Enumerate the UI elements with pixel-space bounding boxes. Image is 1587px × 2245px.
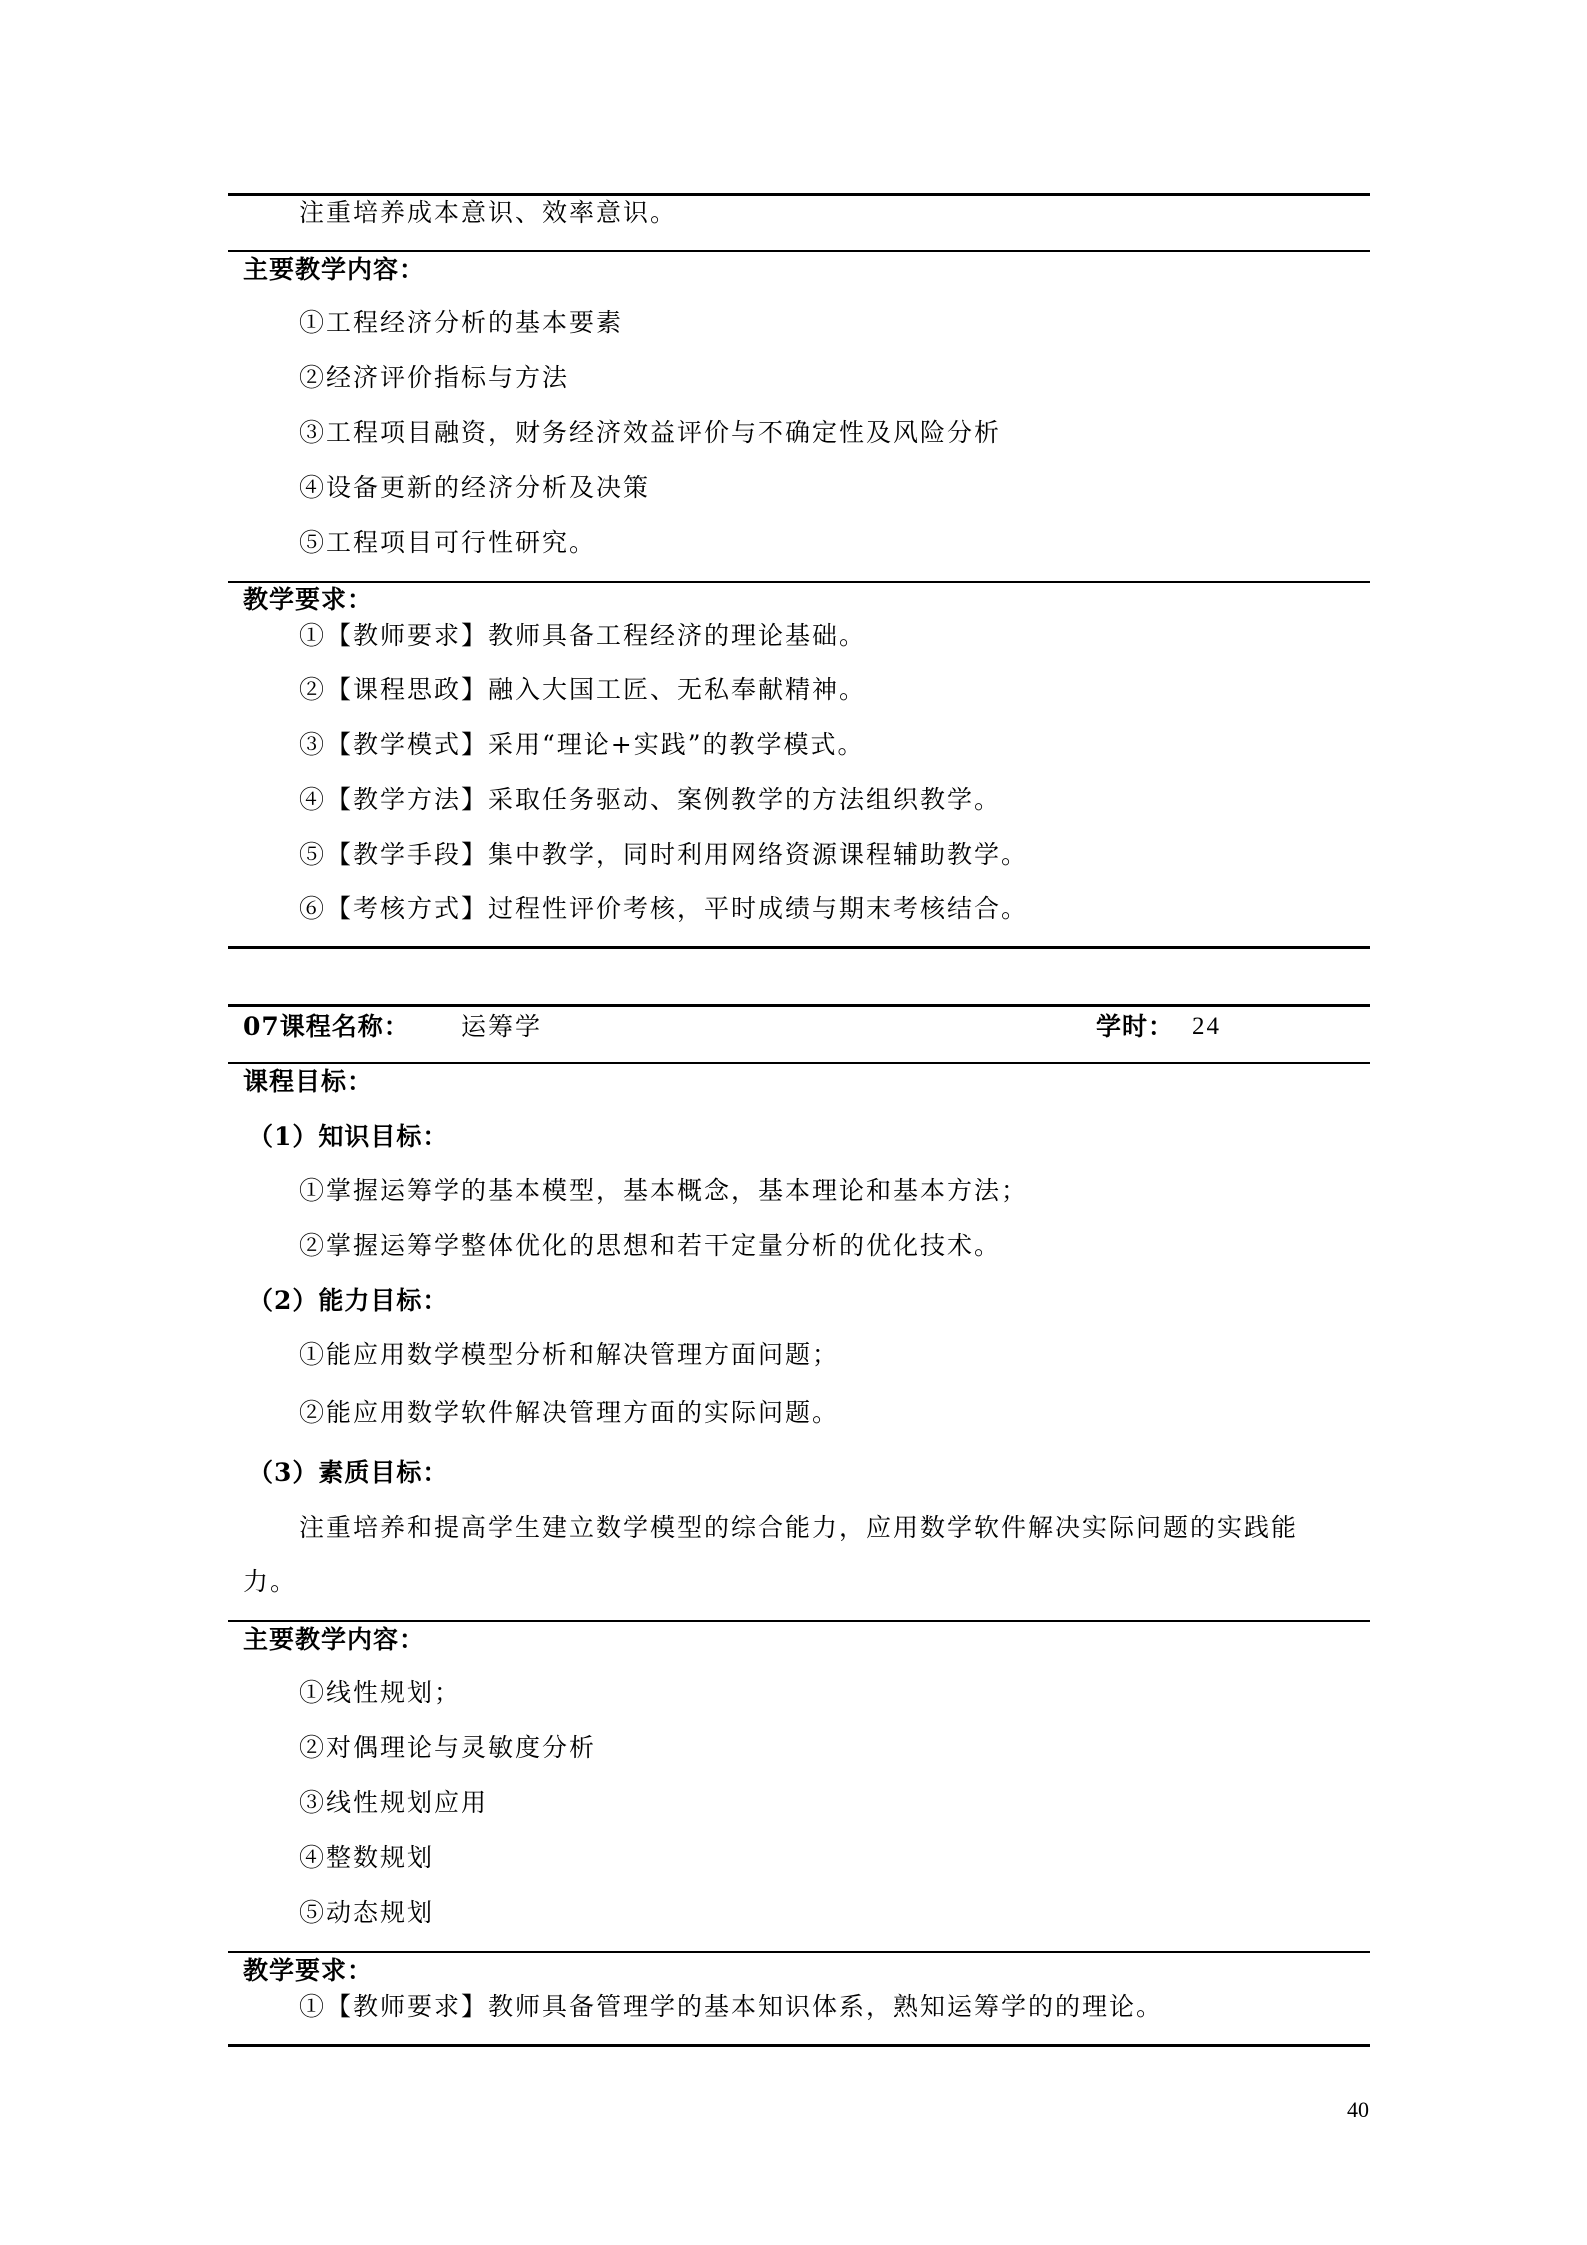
rule-goals bbox=[228, 1062, 1370, 1064]
rule-course-content bbox=[228, 1620, 1370, 1622]
section1-bottom-rule bbox=[228, 946, 1370, 949]
quality-goals-label: （3）素质目标： bbox=[248, 1458, 449, 1487]
course07-top-rule bbox=[228, 1004, 1370, 1007]
rule-requirements bbox=[228, 581, 1370, 583]
course-content-item: ②对偶理论与灵敏度分析 bbox=[299, 1733, 597, 1762]
course-requirement-item: ①【教师要求】教师具备管理学的基本知识体系，熟知运筹学的的理论。 bbox=[299, 1992, 1164, 2021]
requirement-item: ⑤【教学手段】集中教学，同时利用网络资源课程辅助教学。 bbox=[299, 840, 1029, 869]
goals-label: 课程目标： bbox=[243, 1067, 374, 1096]
quality-text: 注重培养和提高学生建立数学模型的综合能力，应用数学软件解决实际问题的实践能 bbox=[299, 1513, 1299, 1542]
course07-bottom-rule bbox=[228, 2044, 1370, 2047]
content-label: 主要教学内容： bbox=[243, 255, 426, 284]
course-hours-label: 学时： bbox=[1096, 1012, 1175, 1041]
course-content-item: ①线性规划； bbox=[299, 1678, 462, 1707]
content-item: ③工程项目融资，财务经济效益评价与不确定性及风险分析 bbox=[299, 418, 1002, 447]
requirement-item: ③【教学模式】采用“理论+实践”的教学模式。 bbox=[299, 730, 865, 759]
course-content-label: 主要教学内容： bbox=[243, 1625, 426, 1654]
requirement-item: ②【课程思政】融入大国工匠、无私奉献精神。 bbox=[299, 675, 867, 704]
course-name-label: 07课程名称： bbox=[243, 1012, 410, 1041]
knowledge-goals-label: （1）知识目标： bbox=[248, 1122, 449, 1151]
course-content-item: ⑤动态规划 bbox=[299, 1898, 435, 1927]
course-hours: 24 bbox=[1192, 1013, 1221, 1040]
knowledge-item: ②掌握运筹学整体优化的思想和若干定量分析的优化技术。 bbox=[299, 1231, 1002, 1260]
rule-course-requirements bbox=[228, 1951, 1370, 1953]
content-item: ④设备更新的经济分析及决策 bbox=[299, 473, 651, 502]
ability-item: ②能应用数学软件解决管理方面的实际问题。 bbox=[299, 1398, 840, 1427]
intro-text: 注重培养成本意识、效率意识。 bbox=[299, 198, 678, 227]
content-item: ②经济评价指标与方法 bbox=[299, 363, 570, 392]
knowledge-item: ①掌握运筹学的基本模型，基本概念，基本理论和基本方法； bbox=[299, 1176, 1029, 1205]
course-name: 运筹学 bbox=[461, 1012, 543, 1041]
course-content-item: ④整数规划 bbox=[299, 1843, 435, 1872]
ability-goals-label: （2）能力目标： bbox=[248, 1286, 449, 1315]
rule-content bbox=[228, 250, 1370, 252]
content-item: ⑤工程项目可行性研究。 bbox=[299, 528, 597, 557]
ability-item: ①能应用数学模型分析和解决管理方面问题； bbox=[299, 1340, 840, 1369]
requirement-item: ④【教学方法】采取任务驱动、案例教学的方法组织教学。 bbox=[299, 785, 1002, 814]
page-number: 40 bbox=[1347, 2097, 1369, 2122]
top-rule bbox=[228, 193, 1370, 196]
course-requirements-label: 教学要求： bbox=[243, 1956, 374, 1985]
requirement-item: ①【教师要求】教师具备工程经济的理论基础。 bbox=[299, 621, 867, 650]
course-content-item: ③线性规划应用 bbox=[299, 1788, 489, 1817]
quality-text-cont: 力。 bbox=[243, 1567, 298, 1596]
content-item: ①工程经济分析的基本要素 bbox=[299, 308, 624, 337]
requirement-item: ⑥【考核方式】过程性评价考核，平时成绩与期末考核结合。 bbox=[299, 894, 1029, 923]
requirements-label: 教学要求： bbox=[243, 585, 374, 614]
